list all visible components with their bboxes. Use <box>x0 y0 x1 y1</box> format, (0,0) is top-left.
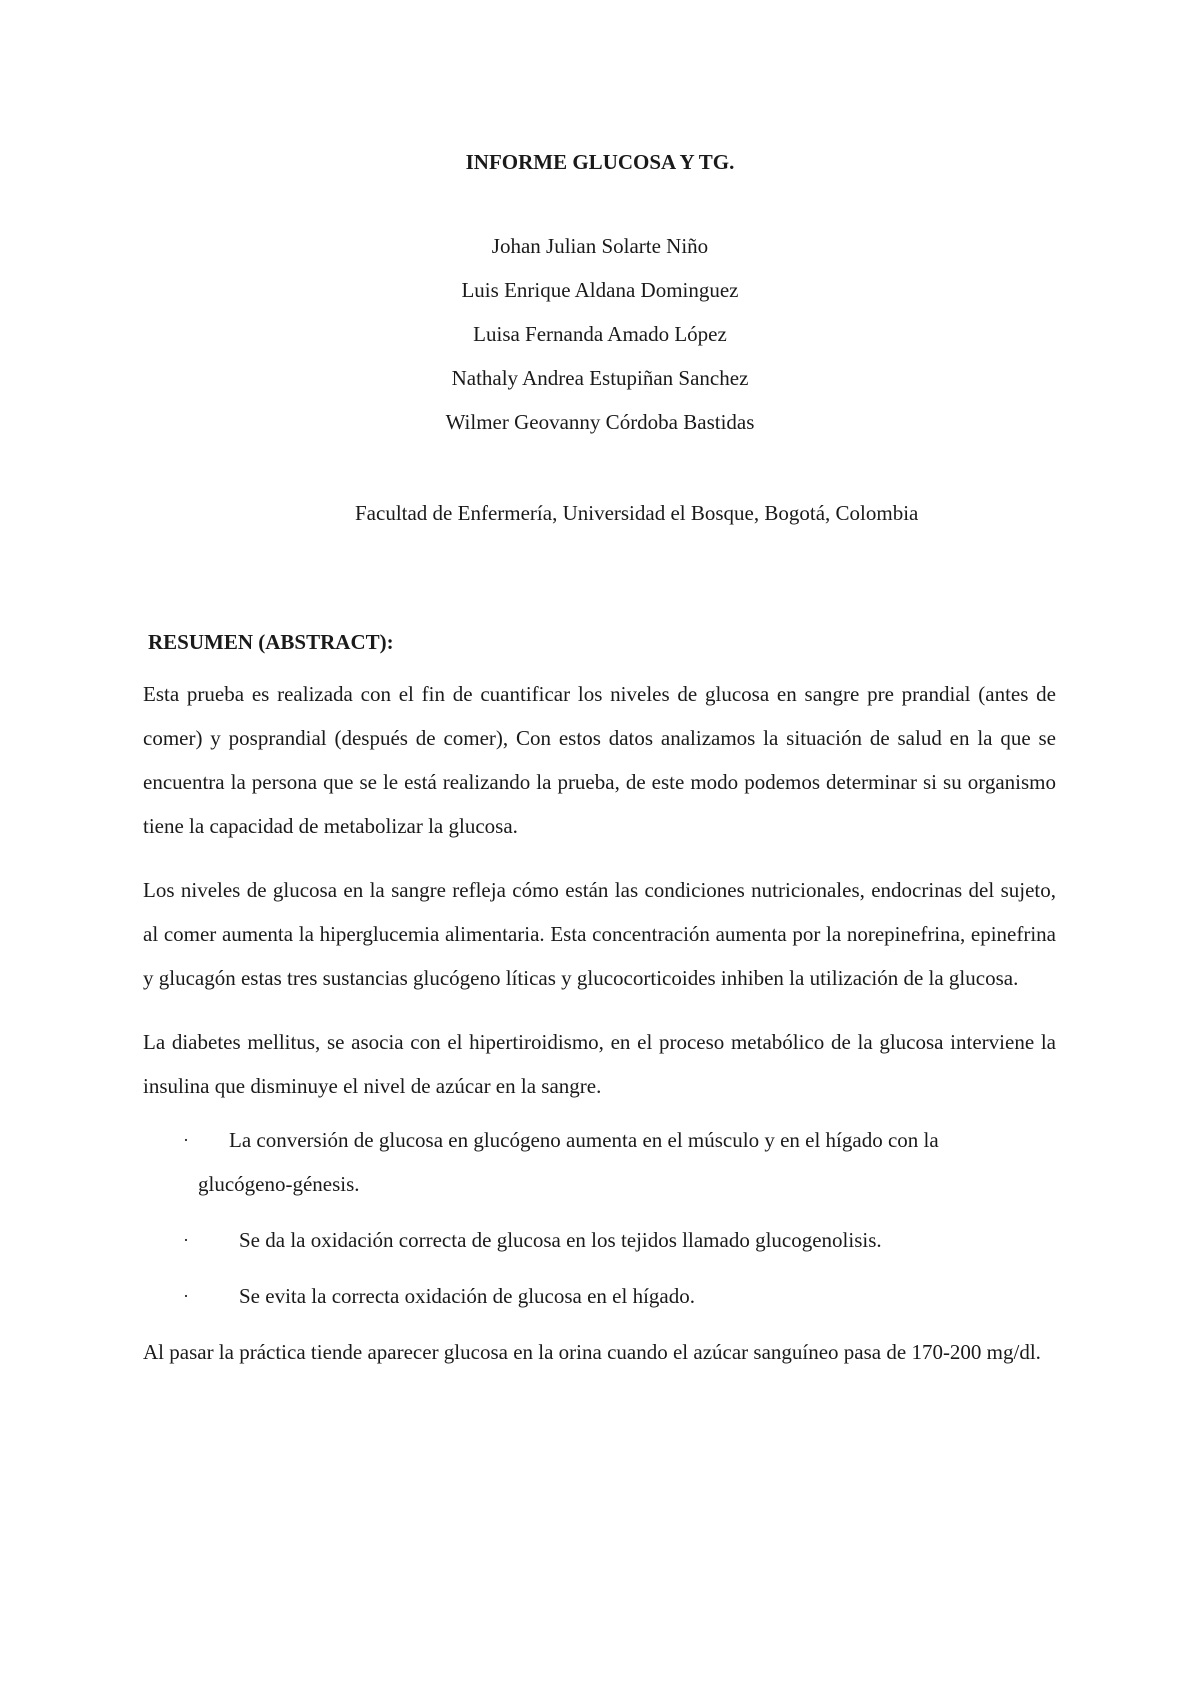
abstract-paragraph: La diabetes mellitus, se asocia con el hipertiroidismo, en el proceso metabólico de la glucosa interviene la insulina que disminuye el nivel de azúcar en la sangre. <box>143 1030 1056 1098</box>
abstract-heading: RESUMEN (ABSTRACT): <box>148 630 394 654</box>
author-name: Luisa Fernanda Amado López <box>473 322 727 346</box>
author-name: Johan Julian Solarte Niño <box>491 234 709 258</box>
list-item-text: La conversión de glucosa en glucógeno aumenta en el músculo y en el hígado con la <box>229 1128 939 1152</box>
bullet-icon: · <box>183 1230 189 1250</box>
closing-paragraph: Al pasar la práctica tiende aparecer glucosa en la orina cuando el azúcar sanguíneo pasa de 170-200 mg/dl. <box>143 1340 1041 1364</box>
bullet-icon: · <box>183 1286 189 1306</box>
list-item <box>143 1218 1056 1262</box>
list-item-text-continued: glucógeno-génesis. <box>198 1172 360 1196</box>
list-item-text: Se da la oxidación correcta de glucosa en los tejidos llamado glucogenolisis. <box>239 1228 882 1252</box>
list-item <box>143 1274 1056 1318</box>
document-title: INFORME GLUCOSA Y TG. <box>465 150 735 174</box>
bullet-list <box>143 1118 1056 1318</box>
abstract-paragraph: Esta prueba es realizada con el fin de cuantificar los niveles de glucosa en sangre pre prandial (antes de comer) y posprandial (después de comer), Con estos datos analizamos la situación de salud en la que se encuentra la persona que se le está realizando la prueba, de este modo podemos determinar si su organismo tiene la capacidad de metabolizar la glucosa. <box>143 682 1056 838</box>
list-item-text: Se evita la correcta oxidación de glucosa en el hígado. <box>239 1284 695 1308</box>
affiliation: Facultad de Enfermería, Universidad el Bosque, Bogotá, Colombia <box>355 501 919 525</box>
author-name: Wilmer Geovanny Córdoba Bastidas <box>445 410 755 434</box>
list-item <box>143 1118 1056 1206</box>
author-name: Nathaly Andrea Estupiñan Sanchez <box>451 366 749 390</box>
abstract-paragraph: Los niveles de glucosa en la sangre refleja cómo están las condiciones nutricionales, endocrinas del sujeto, al comer aumenta la hiperglucemia alimentaria. Esta concentración aumenta por la norepinefrina, epinefrina y glucagón estas tres sustancias glucógeno líticas y glucocorticoides inhiben la utilización de la glucosa. <box>143 878 1056 990</box>
abstract-body <box>143 672 1056 1394</box>
author-list <box>0 231 1200 451</box>
bullet-icon: · <box>183 1130 189 1150</box>
author-name: Luis Enrique Aldana Dominguez <box>461 278 739 302</box>
